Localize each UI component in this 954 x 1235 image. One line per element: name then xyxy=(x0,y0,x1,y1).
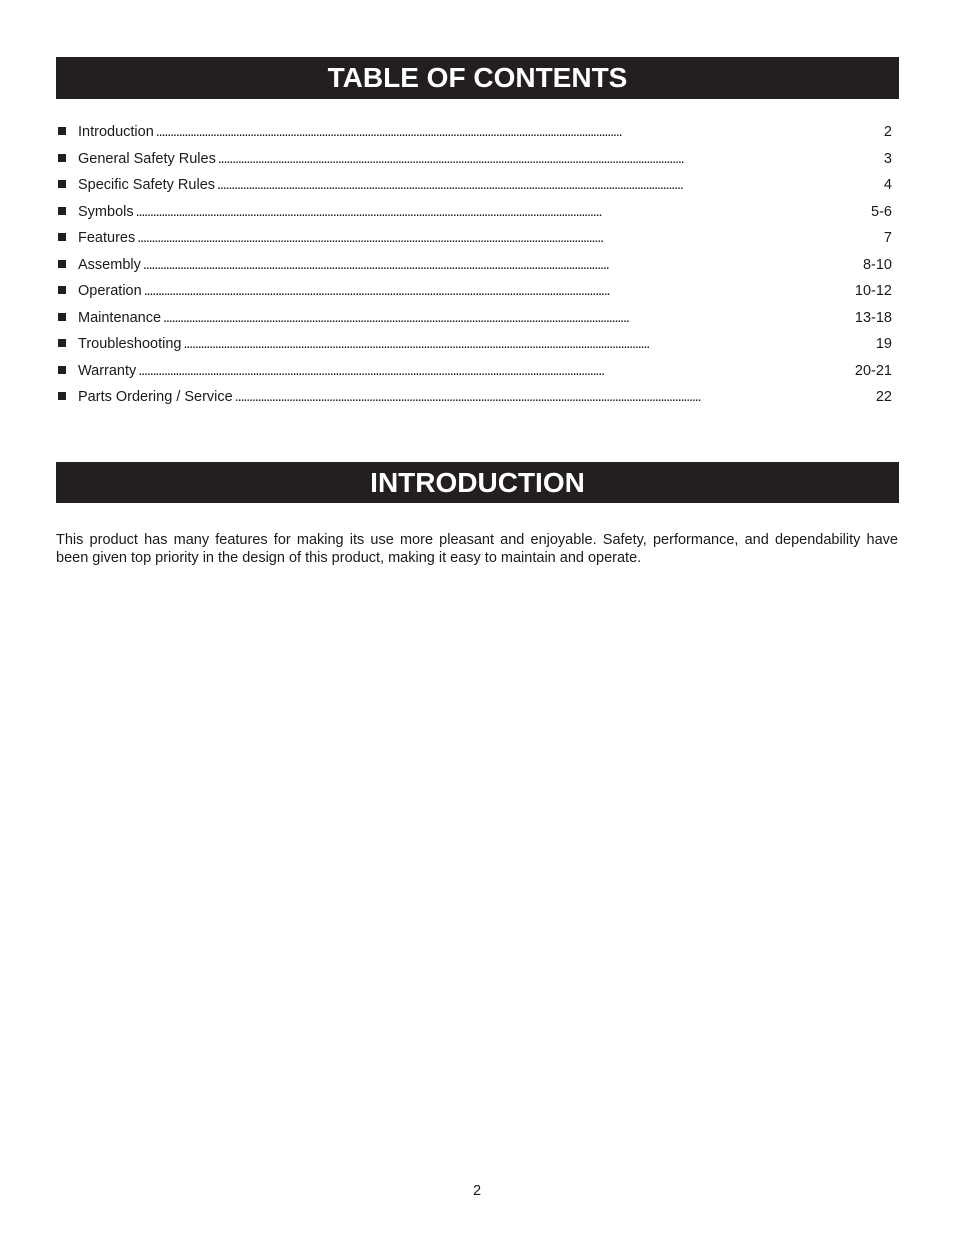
toc-item-label: Parts Ordering / Service xyxy=(78,389,233,405)
square-bullet-icon xyxy=(58,127,66,135)
toc-item-page: 4 xyxy=(883,177,892,193)
square-bullet-icon xyxy=(58,339,66,347)
toc-item-symbols xyxy=(56,202,892,229)
dot-leader xyxy=(235,387,874,408)
toc-item-page: 22 xyxy=(875,389,892,405)
toc-heading-banner xyxy=(56,57,899,99)
toc-item-maintenance xyxy=(56,308,892,335)
toc-item-page: 20-21 xyxy=(854,362,892,379)
toc-item-label: Features xyxy=(78,230,136,246)
toc-item-operation xyxy=(56,281,892,308)
introduction-paragraph: This product has many features for making its use more pleasant and enjoyable. Safety, performance, and dependability have been given top priority in the design of this product, making it easy to maintain and operate. xyxy=(56,532,898,566)
square-bullet-icon xyxy=(58,260,66,268)
toc-item-page: 19 xyxy=(875,336,892,352)
toc-item-parts-ordering-service xyxy=(56,387,892,414)
introduction-heading: INTRODUCTION xyxy=(370,467,585,498)
toc-item-troubleshooting xyxy=(56,334,892,361)
square-bullet-icon xyxy=(58,154,66,162)
square-bullet-icon xyxy=(58,286,66,294)
toc-item-specific-safety-rules xyxy=(56,175,892,202)
dot-leader xyxy=(136,202,869,223)
dot-leader xyxy=(138,361,853,382)
toc-item-label: Warranty xyxy=(78,362,137,379)
toc-item-label: Specific Safety Rules xyxy=(78,177,216,193)
introduction-heading-banner xyxy=(56,462,899,503)
dot-leader xyxy=(156,122,882,143)
toc-item-general-safety-rules xyxy=(56,149,892,176)
toc-item-label: Symbols xyxy=(78,203,134,220)
toc-item-assembly xyxy=(56,255,892,282)
toc-item-features xyxy=(56,228,892,255)
toc-item-page: 8-10 xyxy=(862,256,892,273)
dot-leader xyxy=(217,175,882,196)
dot-leader xyxy=(143,255,861,276)
page-number: 2 xyxy=(472,1183,482,1199)
toc-item-introduction xyxy=(56,122,892,149)
toc-item-page: 3 xyxy=(883,150,892,167)
toc-item-page: 10-12 xyxy=(854,283,892,299)
dot-leader xyxy=(137,228,882,249)
toc-item-warranty xyxy=(56,361,892,388)
toc-item-label: Introduction xyxy=(78,124,154,140)
toc-item-page: 13-18 xyxy=(854,309,892,326)
square-bullet-icon xyxy=(58,233,66,241)
square-bullet-icon xyxy=(58,180,66,188)
square-bullet-icon xyxy=(58,392,66,400)
square-bullet-icon xyxy=(58,366,66,374)
toc-list xyxy=(56,122,892,414)
toc-item-page: 2 xyxy=(883,124,892,140)
toc-item-label: Troubleshooting xyxy=(78,336,182,352)
toc-item-label: Operation xyxy=(78,283,142,299)
toc-item-label: Assembly xyxy=(78,256,141,273)
dot-leader xyxy=(163,308,853,329)
toc-item-page: 5-6 xyxy=(871,203,892,220)
dot-leader xyxy=(183,334,873,355)
toc-heading: TABLE OF CONTENTS xyxy=(327,62,628,93)
toc-item-page: 7 xyxy=(883,230,892,246)
square-bullet-icon xyxy=(58,313,66,321)
dot-leader xyxy=(144,281,853,302)
toc-item-label: General Safety Rules xyxy=(78,150,216,167)
dot-leader xyxy=(218,149,882,170)
square-bullet-icon xyxy=(58,207,66,215)
toc-item-label: Maintenance xyxy=(78,309,162,326)
